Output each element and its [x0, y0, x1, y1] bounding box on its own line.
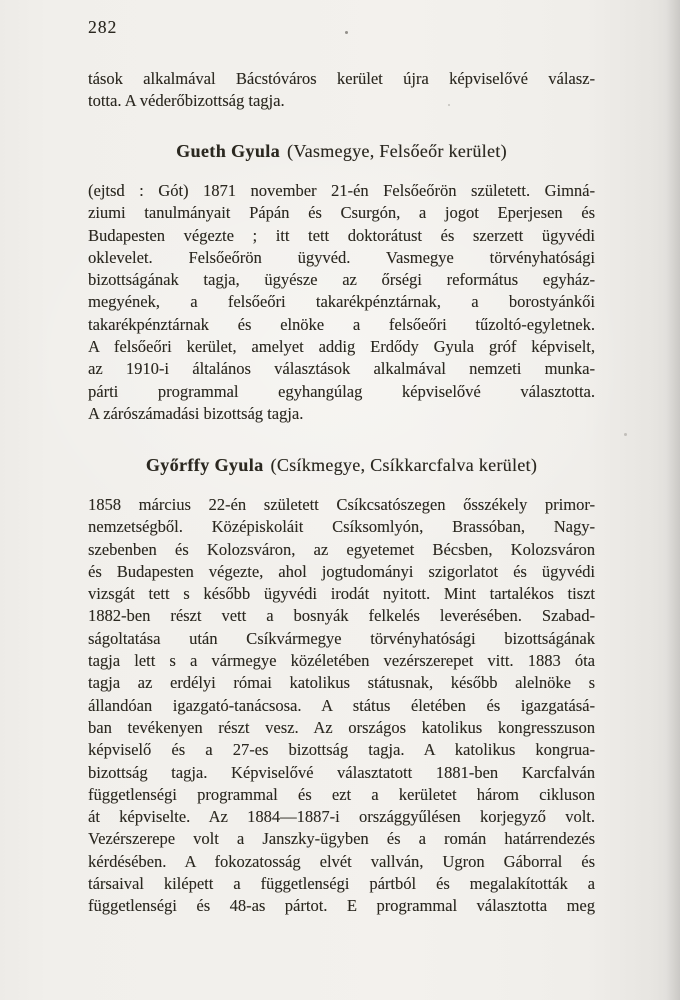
text-line: át képviselte. Az 1884—1887-i országgyűlésen korjegyző volt.: [88, 807, 595, 827]
scan-speck: [345, 31, 348, 34]
entry-heading-gueth-gyula: [88, 139, 595, 163]
entry-region: (Csíkmegye, Csíkkarcfalva kerület): [270, 455, 538, 475]
entry-paragraph-gyorffy-gyula: [88, 494, 595, 918]
text-line: takarékpénztárnak és elnöke a felsőeőri tűzoltó-egyletnek.: [88, 314, 595, 334]
text-line: ziumi tanulmányait Pápán és Csurgón, a jogot Eperjesen és: [88, 203, 595, 223]
text-line: állandóan igazgató-tanácsosa. A státus életében és igazgatásá-: [88, 695, 595, 715]
text-line: kérdésében. A fokozatosság elvét vallván, Ugron Gáborral és: [88, 851, 595, 871]
page-edge-shadow: [666, 0, 680, 1000]
text-line: vizsgát tett s később ügyvédi irodát nyitott. Mint tartalékos tiszt: [88, 584, 595, 604]
text-line: Budapesten végezte ; itt tett doktorátust és szerzett ügyvédi: [88, 225, 595, 245]
entry-name: Győrffy Gyula: [145, 455, 264, 475]
text-line: 1882-ben részt vett a bosnyák felkelés leverésében. Szabad-: [88, 606, 595, 626]
text-line: tagja lett s a vármegye közéletében vezérszerepet vitt. 1883 óta: [88, 651, 595, 671]
page-number: 282: [88, 17, 118, 37]
text-line: A felsőeőri kerület, amelyet addig Erdődy Gyula gróf képviselt,: [88, 337, 595, 357]
text-line: függetlenségi programmal és ezt a kerületet három cikluson: [88, 784, 595, 804]
intro-paragraph: [88, 68, 595, 113]
entry-name: Gueth Gyula: [176, 141, 281, 161]
text-line: függetlenségi és 48-as pártot. E programmal választotta meg: [88, 896, 595, 916]
text-line: bizottság tagja. Képviselővé választatott 1881-ben Karcfalván: [88, 762, 595, 782]
entry-region: (Vasmegye, Felsőeőr kerület): [287, 141, 507, 161]
text-line: (ejtsd : Gót) 1871 november 21-én Felsőeőrön született. Gimná-: [88, 181, 595, 200]
text-line: képviselő és a 27-es bizottság tagja. A katolikus kongrua-: [88, 740, 595, 760]
text-line: 1858 március 22-én született Csíkcsatószegen ősszékely primor-: [88, 495, 595, 514]
entry-paragraph-gueth-gyula: [88, 180, 595, 425]
text-line: párti programmal egyhangúlag képviselővé választotta.: [88, 381, 595, 401]
text-line: és Budapesten végezte, ahol jogtudományi szigorlatot és ügyvédi: [88, 561, 595, 581]
text-line: bizottságának tagja, ügyésze az őrségi református egyház-: [88, 270, 595, 290]
text-line: társaival kilépett a függetlenségi pártból és megalakították a: [88, 874, 595, 894]
text-line: A zárószámadási bizottság tagja.: [88, 403, 304, 423]
text-line: totta. A véderőbizottság tagja.: [88, 91, 285, 111]
text-line: ban tevékenyen részt vesz. Az országos katolikus kongresszuson: [88, 717, 595, 737]
text-line: ságoltatása után Csíkvármegye törvényhatósági bizottságának: [88, 628, 595, 648]
text-line: oklevelet. Felsőeőrön ügyvéd. Vasmegye törvényhatósági: [88, 247, 595, 267]
text-line: nemzetségből. Középiskoláit Csíksomlyón, Brassóban, Nagy-: [88, 517, 595, 537]
text-line: tagja az erdélyi római katolikus státusnak, később alelnöke s: [88, 673, 595, 693]
text-line: megyének, a felsőeőri takarékpénztárnak, a borostyánkői: [88, 292, 595, 312]
text-line: tások alkalmával Bácstóváros kerület újra képviselővé válasz-: [88, 69, 595, 88]
text-line: szebenben és Kolozsváron, az egyetemet Bécsben, Kolozsváron: [88, 539, 595, 559]
scan-speck: [624, 433, 627, 436]
text-line: az 1910-i általános választások alkalmával nemzeti munka-: [88, 359, 595, 379]
entry-heading-gyorffy-gyula: [88, 453, 595, 477]
text-line: Vezérszerepe volt a Janszky-ügyben és a román határrendezés: [88, 829, 595, 849]
